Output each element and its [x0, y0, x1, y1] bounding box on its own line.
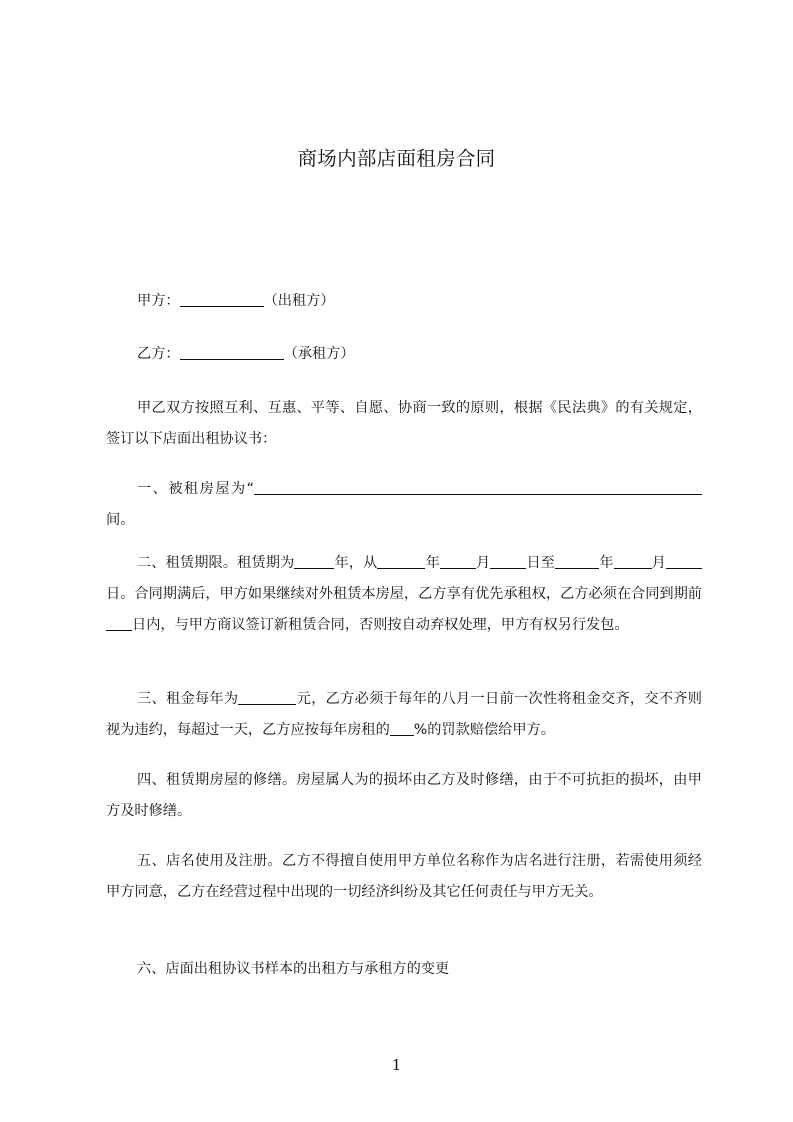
party-a-line [106, 286, 702, 317]
page-number: 1 [391, 1056, 402, 1074]
clause-1-prefix: 一、被租房屋为“ [137, 481, 254, 497]
clause-2-text-9: 日内，与甲方商议签订新租赁合同，否则按自动弃权处理，甲方有权另行发包。 [132, 616, 629, 633]
party-b-blank [180, 344, 284, 360]
party-b-line [106, 339, 702, 370]
clause-3-text-3: %的罚款赔偿给甲方。 [413, 721, 555, 738]
clause-2-blank-days [106, 615, 132, 631]
clause-2-blank-term [294, 553, 334, 569]
clause-2-blank-end-year [555, 553, 599, 569]
party-a-role: （出租方） [263, 293, 335, 309]
clause-2-text-6: 年 [599, 555, 614, 571]
clause-1-suffix: 间。 [106, 511, 135, 528]
clause-3-blank-penalty [390, 720, 414, 736]
clause-2-blank-end-day [666, 553, 702, 569]
clause-2-paragraph [106, 548, 702, 640]
clause-2-blank-start-day [490, 553, 526, 569]
party-b-role: （承租方） [283, 346, 355, 362]
clause-3-paragraph [106, 684, 702, 746]
clause-2-blank-end-month [614, 553, 652, 569]
clause-1-blank-b [680, 479, 702, 495]
clause-1-paragraph [106, 474, 702, 536]
preamble-paragraph: 甲乙双方按照互利、互惠、平等、自愿、协商一致的原则，根据《民法典》的有关规定，签订以下店面出租协议书： [106, 400, 702, 447]
clause-2-text-5: 日至 [526, 555, 556, 571]
document-title: 商场内部店面租房合同 [297, 147, 496, 170]
clause-3-text-2: 元，乙方必须于每年的八月一日前一次性将租金交齐，交不齐则视为违约，每超过一天，乙方应按每年房租的 [106, 691, 702, 738]
clause-2-blank-start-month [440, 553, 476, 569]
clause-2-text-8: 日。合同期满后，甲方如果继续对外租赁本房屋，乙方享有优先承租权，乙方必须在合同到期前 [106, 585, 702, 602]
party-a-label: 甲方： [137, 293, 180, 309]
clause-2-blank-start-year [377, 553, 425, 569]
clause-5-paragraph: 五、店名使用及注册。乙方不得擅自使用甲方单位名称作为店名进行注册，若需使用须经甲方同意，乙方在经营过程中出现的一切经济纠纷及其它任何责任与甲方无关。 [106, 853, 702, 900]
clause-6-heading: 六、店面出租协议书样本的出租方与承租方的变更 [137, 961, 450, 977]
clause-1-blank-a [254, 479, 680, 495]
clause-2-text-1: 二、租赁期限。租赁期为 [137, 555, 295, 571]
clause-3-text-1: 三、租金每年为 [137, 691, 239, 707]
clause-4-paragraph: 四、租赁期房屋的修缮。房屋属人为的损坏由乙方及时修缮，由于不可抗拒的损坏，由甲方及时修缮。 [106, 772, 702, 819]
clause-2-text-4: 月 [475, 555, 491, 571]
party-a-blank [180, 291, 264, 307]
clause-2-text-3: 年 [425, 555, 440, 571]
clause-2-text-7: 月 [651, 555, 666, 571]
clause-2-text-2: 年，从 [334, 555, 378, 571]
clause-3-blank-rent [238, 689, 296, 705]
party-b-label: 乙方： [137, 346, 180, 362]
